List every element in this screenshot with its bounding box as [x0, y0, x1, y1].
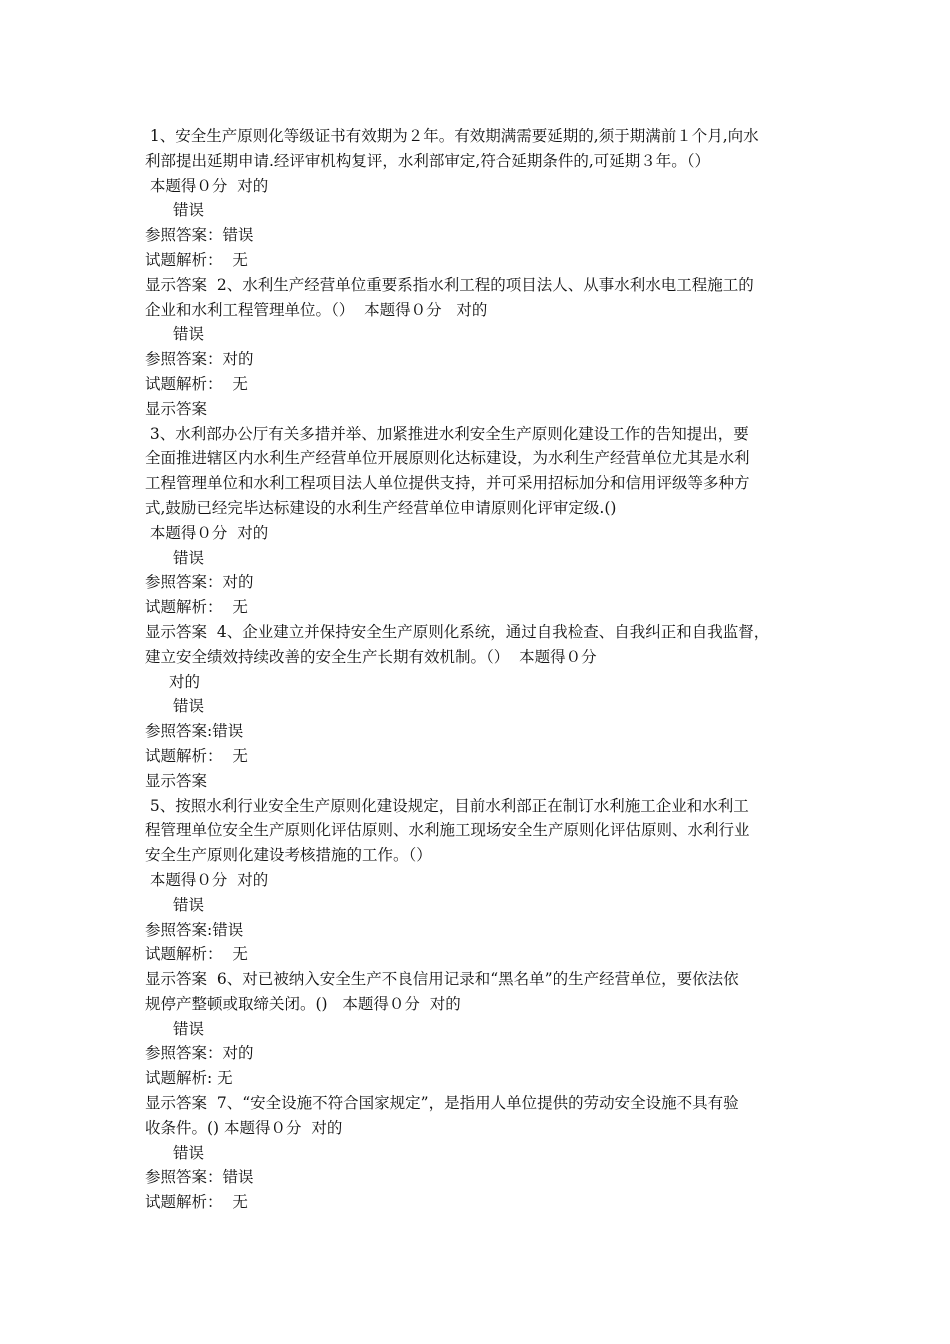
- q4-analysis: 试题解析： 无: [145, 746, 248, 765]
- q3-text-line-2: 全面推进辖区内水利生产经营单位开展原则化达标建设，为水利生产经营单位尤其是水利: [145, 449, 750, 468]
- q5-reference-answer: 参照答案:错误: [145, 920, 244, 939]
- q6-reference-answer: 参照答案：对的: [145, 1044, 254, 1063]
- q4-text-line-2: 建立安全绩效持续改善的安全生产长期有效机制。（） 本题得０分: [145, 647, 597, 666]
- q7-text-line-2: 收条件。() 本题得０分 对的: [145, 1118, 343, 1137]
- q7-reference-answer: 参照答案：错误: [145, 1168, 254, 1187]
- q2-option-wrong: 错误: [173, 325, 205, 344]
- q4-option-correct: 对的: [169, 672, 201, 691]
- q6-text-line-1: 显示答案 6、对已被纳入安全生产不良信用记录和“黑名单”的生产经营单位，要依法依: [145, 970, 739, 989]
- q3-analysis: 试题解析： 无: [145, 598, 248, 617]
- q4-reference-answer: 参照答案:错误: [145, 722, 244, 741]
- q1-text-line-2: 利部提出延期申请.经评审机构复评，水利部审定,符合延期条件的,可延期３年。（）: [145, 151, 711, 170]
- q3-text-line-4: 式,鼓励已经完毕达标建设的水利生产经营单位申请原则化评审定级.(): [145, 498, 617, 517]
- q4-text-line-1: 显示答案 4、企业建立并保持安全生产原则化系统，通过自我检查、自我纠正和自我监督，: [145, 622, 770, 641]
- q4-option-wrong: 错误: [173, 697, 205, 716]
- q5-analysis: 试题解析： 无: [145, 945, 248, 964]
- q7-text-line-1: 显示答案 7、“安全设施不符合国家规定”，是指用人单位提供的劳动安全设施不具有验: [145, 1094, 739, 1113]
- q5-text-line-2: 程管理单位安全生产原则化评估原则、水利施工现场安全生产原则化评估原则、水利行业: [145, 821, 750, 840]
- q3-reference-answer: 参照答案：对的: [145, 573, 254, 592]
- q1-reference-answer: 参照答案：错误: [145, 226, 254, 245]
- q7-analysis: 试题解析： 无: [145, 1193, 248, 1212]
- q7-option-wrong: 错误: [173, 1143, 205, 1162]
- q6-option-wrong: 错误: [173, 1019, 205, 1038]
- q2-analysis: 试题解析： 无: [145, 374, 248, 393]
- q4-show-answer: 显示答案: [145, 771, 208, 790]
- q6-analysis: 试题解析: 无: [145, 1069, 233, 1088]
- q2-text-line-1: 显示答案 2、水利生产经营单位重要系指水利工程的项目法人、从事水利水电工程施工的: [145, 275, 754, 294]
- q5-score: 本题得０分 对的: [145, 870, 269, 889]
- q1-text-line-1: 1、安全生产原则化等级证书有效期为２年。有效期满需要延期的,须于期满前１个月,向水: [145, 127, 759, 145]
- q1-analysis: 试题解析： 无: [145, 250, 248, 269]
- q1-score: 本题得０分 对的: [145, 176, 269, 195]
- q6-text-line-2: 规停产整顿或取缔关闭。() 本题得０分 对的: [145, 994, 461, 1013]
- q5-option-wrong: 错误: [173, 895, 205, 914]
- q2-reference-answer: 参照答案：对的: [145, 350, 254, 369]
- q2-text-line-2: 企业和水利工程管理单位。（） 本题得０分 对的: [145, 300, 488, 319]
- q3-text-line-1: 3、水利部办公厅有关多措并举、加紧推进水利安全生产原则化建设工作的告知提出，要: [145, 424, 749, 443]
- q5-text-line-1: 5、按照水利行业安全生产原则化建设规定，目前水利部正在制订水利施工企业和水利工: [145, 796, 749, 815]
- q3-score: 本题得０分 对的: [145, 523, 269, 542]
- q3-text-line-3: 工程管理单位和水利工程项目法人单位提供支持，并可采用招标加分和信用评级等多种方: [145, 474, 750, 493]
- q2-show-answer: 显示答案: [145, 399, 208, 418]
- q5-text-line-3: 安全生产原则化建设考核措施的工作。（）: [145, 846, 432, 865]
- document-body: [145, 124, 815, 1215]
- q1-option-wrong: 错误: [173, 201, 205, 220]
- q3-option-wrong: 错误: [173, 548, 205, 567]
